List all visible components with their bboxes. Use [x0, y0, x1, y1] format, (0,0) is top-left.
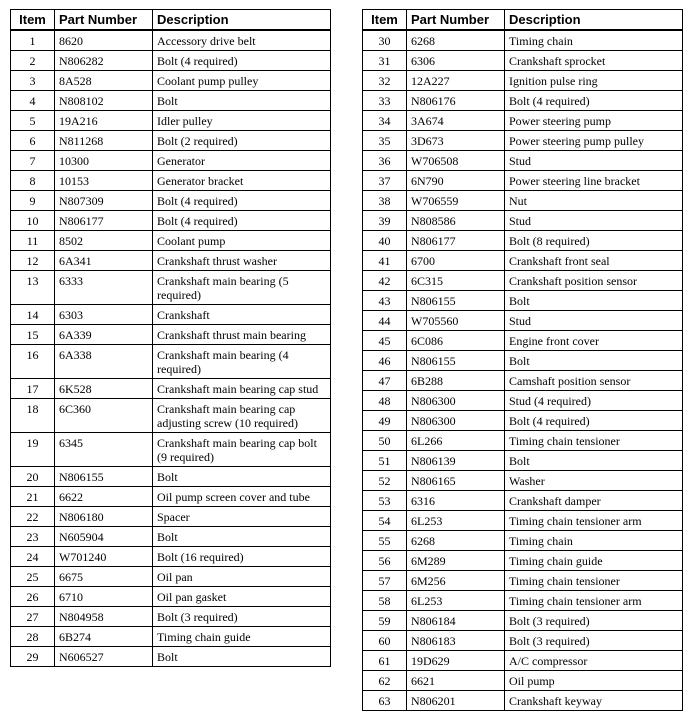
item-cell: 57	[363, 571, 407, 591]
table-row	[11, 487, 331, 507]
item-cell: 25	[11, 567, 55, 587]
item-cell: 36	[363, 151, 407, 171]
part-number-cell: 8502	[55, 231, 153, 251]
item-cell: 56	[363, 551, 407, 571]
table-row	[11, 627, 331, 647]
part-number-cell: N806177	[407, 231, 505, 251]
part-number-cell: 6700	[407, 251, 505, 271]
description-cell: Spacer	[153, 507, 331, 527]
table-row	[363, 491, 683, 511]
table-row	[11, 305, 331, 325]
part-number-cell: 10153	[55, 171, 153, 191]
item-cell: 7	[11, 151, 55, 171]
part-number-cell: 8A528	[55, 71, 153, 91]
table-row	[11, 30, 331, 51]
part-number-cell: N811268	[55, 131, 153, 151]
description-cell: Timing chain tensioner	[505, 431, 683, 451]
part-number-cell: 6303	[55, 305, 153, 325]
part-number-cell: N806300	[407, 411, 505, 431]
part-number-cell: W706508	[407, 151, 505, 171]
item-cell: 49	[363, 411, 407, 431]
description-cell: Power steering pump	[505, 111, 683, 131]
table-row	[363, 451, 683, 471]
item-cell: 21	[11, 487, 55, 507]
description-cell: Bolt (3 required)	[153, 607, 331, 627]
table-row	[363, 331, 683, 351]
part-number-cell: 6C360	[55, 399, 153, 433]
item-cell: 44	[363, 311, 407, 331]
table-row	[11, 171, 331, 191]
part-number-cell: W701240	[55, 547, 153, 567]
item-cell: 28	[11, 627, 55, 647]
header-description: Description	[505, 10, 683, 31]
table-row	[363, 631, 683, 651]
table-row	[363, 651, 683, 671]
description-cell: Stud	[505, 151, 683, 171]
table-row	[11, 507, 331, 527]
item-cell: 1	[11, 30, 55, 51]
part-number-cell: 19A216	[55, 111, 153, 131]
table-body-left	[11, 30, 331, 667]
part-number-cell: 6C086	[407, 331, 505, 351]
part-number-cell: N806282	[55, 51, 153, 71]
description-cell: Crankshaft sprocket	[505, 51, 683, 71]
description-cell: Bolt (3 required)	[505, 611, 683, 631]
description-cell: Crankshaft front seal	[505, 251, 683, 271]
table-row	[11, 191, 331, 211]
table-row	[363, 551, 683, 571]
part-number-cell: 6A339	[55, 325, 153, 345]
table-row	[11, 399, 331, 433]
table-row	[11, 151, 331, 171]
description-cell: Stud	[505, 211, 683, 231]
header-item: Item	[11, 10, 55, 31]
table-row	[11, 379, 331, 399]
table-row	[363, 111, 683, 131]
item-cell: 33	[363, 91, 407, 111]
part-number-cell: 6316	[407, 491, 505, 511]
item-cell: 17	[11, 379, 55, 399]
part-number-cell: 6622	[55, 487, 153, 507]
description-cell: Bolt (4 required)	[153, 51, 331, 71]
description-cell: Generator	[153, 151, 331, 171]
table-row	[11, 647, 331, 667]
table-row	[363, 611, 683, 631]
description-cell: Coolant pump	[153, 231, 331, 251]
part-number-cell: 6M289	[407, 551, 505, 571]
header-part-number: Part Number	[407, 10, 505, 31]
description-cell: Crankshaft keyway	[505, 691, 683, 711]
table-row	[11, 345, 331, 379]
header-item: Item	[363, 10, 407, 31]
description-cell: Bolt	[153, 647, 331, 667]
part-number-cell: 6B288	[407, 371, 505, 391]
table-row	[11, 607, 331, 627]
table-row	[363, 171, 683, 191]
part-number-cell: 6K528	[55, 379, 153, 399]
part-number-cell: 6A341	[55, 251, 153, 271]
description-cell: Bolt (8 required)	[505, 231, 683, 251]
table-row	[11, 527, 331, 547]
part-number-cell: 3A674	[407, 111, 505, 131]
description-cell: Bolt (3 required)	[505, 631, 683, 651]
item-cell: 9	[11, 191, 55, 211]
table-row	[363, 691, 683, 711]
description-cell: Crankshaft main bearing cap stud	[153, 379, 331, 399]
item-cell: 5	[11, 111, 55, 131]
item-cell: 54	[363, 511, 407, 531]
table-row	[363, 251, 683, 271]
part-number-cell: N806300	[407, 391, 505, 411]
item-cell: 6	[11, 131, 55, 151]
table-row	[363, 411, 683, 431]
part-number-cell: 6345	[55, 433, 153, 467]
part-number-cell: N806180	[55, 507, 153, 527]
description-cell: A/C compressor	[505, 651, 683, 671]
item-cell: 3	[11, 71, 55, 91]
item-cell: 52	[363, 471, 407, 491]
description-cell: Bolt	[505, 451, 683, 471]
table-row	[363, 591, 683, 611]
part-number-cell: 12A227	[407, 71, 505, 91]
description-cell: Engine front cover	[505, 331, 683, 351]
description-cell: Oil pan	[153, 567, 331, 587]
description-cell: Bolt (4 required)	[153, 211, 331, 231]
item-cell: 43	[363, 291, 407, 311]
item-cell: 47	[363, 371, 407, 391]
part-number-cell: N806177	[55, 211, 153, 231]
part-number-cell: 6N790	[407, 171, 505, 191]
description-cell: Power steering line bracket	[505, 171, 683, 191]
description-cell: Camshaft position sensor	[505, 371, 683, 391]
part-number-cell: N806176	[407, 91, 505, 111]
item-cell: 62	[363, 671, 407, 691]
table-row	[11, 271, 331, 305]
table-row	[11, 325, 331, 345]
item-cell: 38	[363, 191, 407, 211]
description-cell: Washer	[505, 471, 683, 491]
description-cell: Oil pump screen cover and tube	[153, 487, 331, 507]
table-row	[363, 291, 683, 311]
table-body-right	[363, 30, 683, 711]
item-cell: 41	[363, 251, 407, 271]
description-cell: Bolt (4 required)	[505, 91, 683, 111]
part-number-cell: 6A338	[55, 345, 153, 379]
part-number-cell: 8620	[55, 30, 153, 51]
item-cell: 15	[11, 325, 55, 345]
description-cell: Timing chain guide	[505, 551, 683, 571]
part-number-cell: 6L253	[407, 591, 505, 611]
part-number-cell: 6C315	[407, 271, 505, 291]
part-number-cell: N806139	[407, 451, 505, 471]
table-row	[11, 251, 331, 271]
description-cell: Idler pulley	[153, 111, 331, 131]
item-cell: 40	[363, 231, 407, 251]
item-cell: 35	[363, 131, 407, 151]
table-row	[363, 191, 683, 211]
part-number-cell: N806165	[407, 471, 505, 491]
description-cell: Crankshaft main bearing (4 required)	[153, 345, 331, 379]
table-row	[363, 271, 683, 291]
table-row	[363, 231, 683, 251]
item-cell: 59	[363, 611, 407, 631]
item-cell: 39	[363, 211, 407, 231]
item-cell: 61	[363, 651, 407, 671]
item-cell: 48	[363, 391, 407, 411]
part-number-cell: N806184	[407, 611, 505, 631]
item-cell: 50	[363, 431, 407, 451]
table-row	[363, 351, 683, 371]
table-row	[11, 71, 331, 91]
part-number-cell: 10300	[55, 151, 153, 171]
item-cell: 55	[363, 531, 407, 551]
table-row	[11, 587, 331, 607]
item-cell: 12	[11, 251, 55, 271]
table-row	[363, 431, 683, 451]
table-row	[363, 671, 683, 691]
item-cell: 58	[363, 591, 407, 611]
item-cell: 31	[363, 51, 407, 71]
table-header-row	[11, 10, 331, 31]
item-cell: 42	[363, 271, 407, 291]
part-number-cell: N806183	[407, 631, 505, 651]
part-number-cell: N605904	[55, 527, 153, 547]
part-number-cell: 6333	[55, 271, 153, 305]
item-cell: 2	[11, 51, 55, 71]
table-row	[363, 51, 683, 71]
table-row	[11, 467, 331, 487]
description-cell: Coolant pump pulley	[153, 71, 331, 91]
item-cell: 34	[363, 111, 407, 131]
table-row	[363, 91, 683, 111]
table-row	[363, 151, 683, 171]
part-number-cell: N808586	[407, 211, 505, 231]
item-cell: 16	[11, 345, 55, 379]
table-row	[11, 131, 331, 151]
description-cell: Nut	[505, 191, 683, 211]
item-cell: 13	[11, 271, 55, 305]
description-cell: Bolt (2 required)	[153, 131, 331, 151]
description-cell: Bolt (4 required)	[153, 191, 331, 211]
table-row	[363, 531, 683, 551]
part-number-cell: N807309	[55, 191, 153, 211]
item-cell: 29	[11, 647, 55, 667]
description-cell: Bolt (16 required)	[153, 547, 331, 567]
table-row	[11, 433, 331, 467]
item-cell: 51	[363, 451, 407, 471]
item-cell: 32	[363, 71, 407, 91]
description-cell: Crankshaft main bearing cap bolt (9 required)	[153, 433, 331, 467]
table-row	[11, 91, 331, 111]
part-number-cell: N806201	[407, 691, 505, 711]
description-cell: Crankshaft	[153, 305, 331, 325]
part-number-cell: 6710	[55, 587, 153, 607]
item-cell: 26	[11, 587, 55, 607]
table-row	[11, 547, 331, 567]
table-row	[363, 211, 683, 231]
description-cell: Stud	[505, 311, 683, 331]
part-number-cell: N804958	[55, 607, 153, 627]
description-cell: Crankshaft thrust washer	[153, 251, 331, 271]
item-cell: 18	[11, 399, 55, 433]
description-cell: Timing chain	[505, 531, 683, 551]
description-cell: Bolt	[153, 467, 331, 487]
part-number-cell: 6306	[407, 51, 505, 71]
item-cell: 63	[363, 691, 407, 711]
description-cell: Stud (4 required)	[505, 391, 683, 411]
item-cell: 8	[11, 171, 55, 191]
table-row	[11, 211, 331, 231]
item-cell: 4	[11, 91, 55, 111]
part-number-cell: N606527	[55, 647, 153, 667]
description-cell: Crankshaft main bearing cap adjusting screw (10 required)	[153, 399, 331, 433]
description-cell: Timing chain guide	[153, 627, 331, 647]
table-row	[363, 511, 683, 531]
parts-table-right	[362, 9, 683, 711]
item-cell: 24	[11, 547, 55, 567]
description-cell: Generator bracket	[153, 171, 331, 191]
part-number-cell: 6621	[407, 671, 505, 691]
description-cell: Bolt (4 required)	[505, 411, 683, 431]
part-number-cell: 6L253	[407, 511, 505, 531]
item-cell: 23	[11, 527, 55, 547]
table-row	[363, 471, 683, 491]
item-cell: 37	[363, 171, 407, 191]
parts-table-left	[10, 9, 331, 667]
table-row	[363, 311, 683, 331]
table-row	[11, 51, 331, 71]
item-cell: 60	[363, 631, 407, 651]
description-cell: Accessory drive belt	[153, 30, 331, 51]
part-number-cell: 6L266	[407, 431, 505, 451]
description-cell: Crankshaft position sensor	[505, 271, 683, 291]
description-cell: Power steering pump pulley	[505, 131, 683, 151]
description-cell: Ignition pulse ring	[505, 71, 683, 91]
item-cell: 19	[11, 433, 55, 467]
part-number-cell: 6B274	[55, 627, 153, 647]
description-cell: Timing chain tensioner arm	[505, 591, 683, 611]
description-cell: Bolt	[505, 351, 683, 371]
description-cell: Crankshaft main bearing (5 required)	[153, 271, 331, 305]
part-number-cell: 6268	[407, 531, 505, 551]
header-part-number: Part Number	[55, 10, 153, 31]
table-row	[363, 131, 683, 151]
item-cell: 22	[11, 507, 55, 527]
item-cell: 45	[363, 331, 407, 351]
description-cell: Crankshaft thrust main bearing	[153, 325, 331, 345]
item-cell: 11	[11, 231, 55, 251]
item-cell: 20	[11, 467, 55, 487]
description-cell: Bolt	[153, 91, 331, 111]
description-cell: Bolt	[153, 527, 331, 547]
part-number-cell: 3D673	[407, 131, 505, 151]
item-cell: 27	[11, 607, 55, 627]
part-number-cell: 19D629	[407, 651, 505, 671]
table-row	[11, 111, 331, 131]
item-cell: 46	[363, 351, 407, 371]
part-number-cell: N808102	[55, 91, 153, 111]
item-cell: 14	[11, 305, 55, 325]
part-number-cell: N806155	[407, 351, 505, 371]
part-number-cell: N806155	[55, 467, 153, 487]
part-number-cell: W706559	[407, 191, 505, 211]
part-number-cell: N806155	[407, 291, 505, 311]
description-cell: Bolt	[505, 291, 683, 311]
part-number-cell: 6M256	[407, 571, 505, 591]
table-row	[11, 567, 331, 587]
description-cell: Timing chain tensioner	[505, 571, 683, 591]
description-cell: Oil pump	[505, 671, 683, 691]
part-number-cell: 6675	[55, 567, 153, 587]
table-row	[363, 30, 683, 51]
part-number-cell: W705560	[407, 311, 505, 331]
table-header-row	[363, 10, 683, 31]
table-row	[363, 371, 683, 391]
table-row	[363, 571, 683, 591]
table-row	[363, 71, 683, 91]
description-cell: Timing chain tensioner arm	[505, 511, 683, 531]
item-cell: 53	[363, 491, 407, 511]
table-row	[11, 231, 331, 251]
description-cell: Oil pan gasket	[153, 587, 331, 607]
part-number-cell: 6268	[407, 30, 505, 51]
description-cell: Crankshaft damper	[505, 491, 683, 511]
item-cell: 10	[11, 211, 55, 231]
description-cell: Timing chain	[505, 30, 683, 51]
table-row	[363, 391, 683, 411]
item-cell: 30	[363, 30, 407, 51]
header-description: Description	[153, 10, 331, 31]
